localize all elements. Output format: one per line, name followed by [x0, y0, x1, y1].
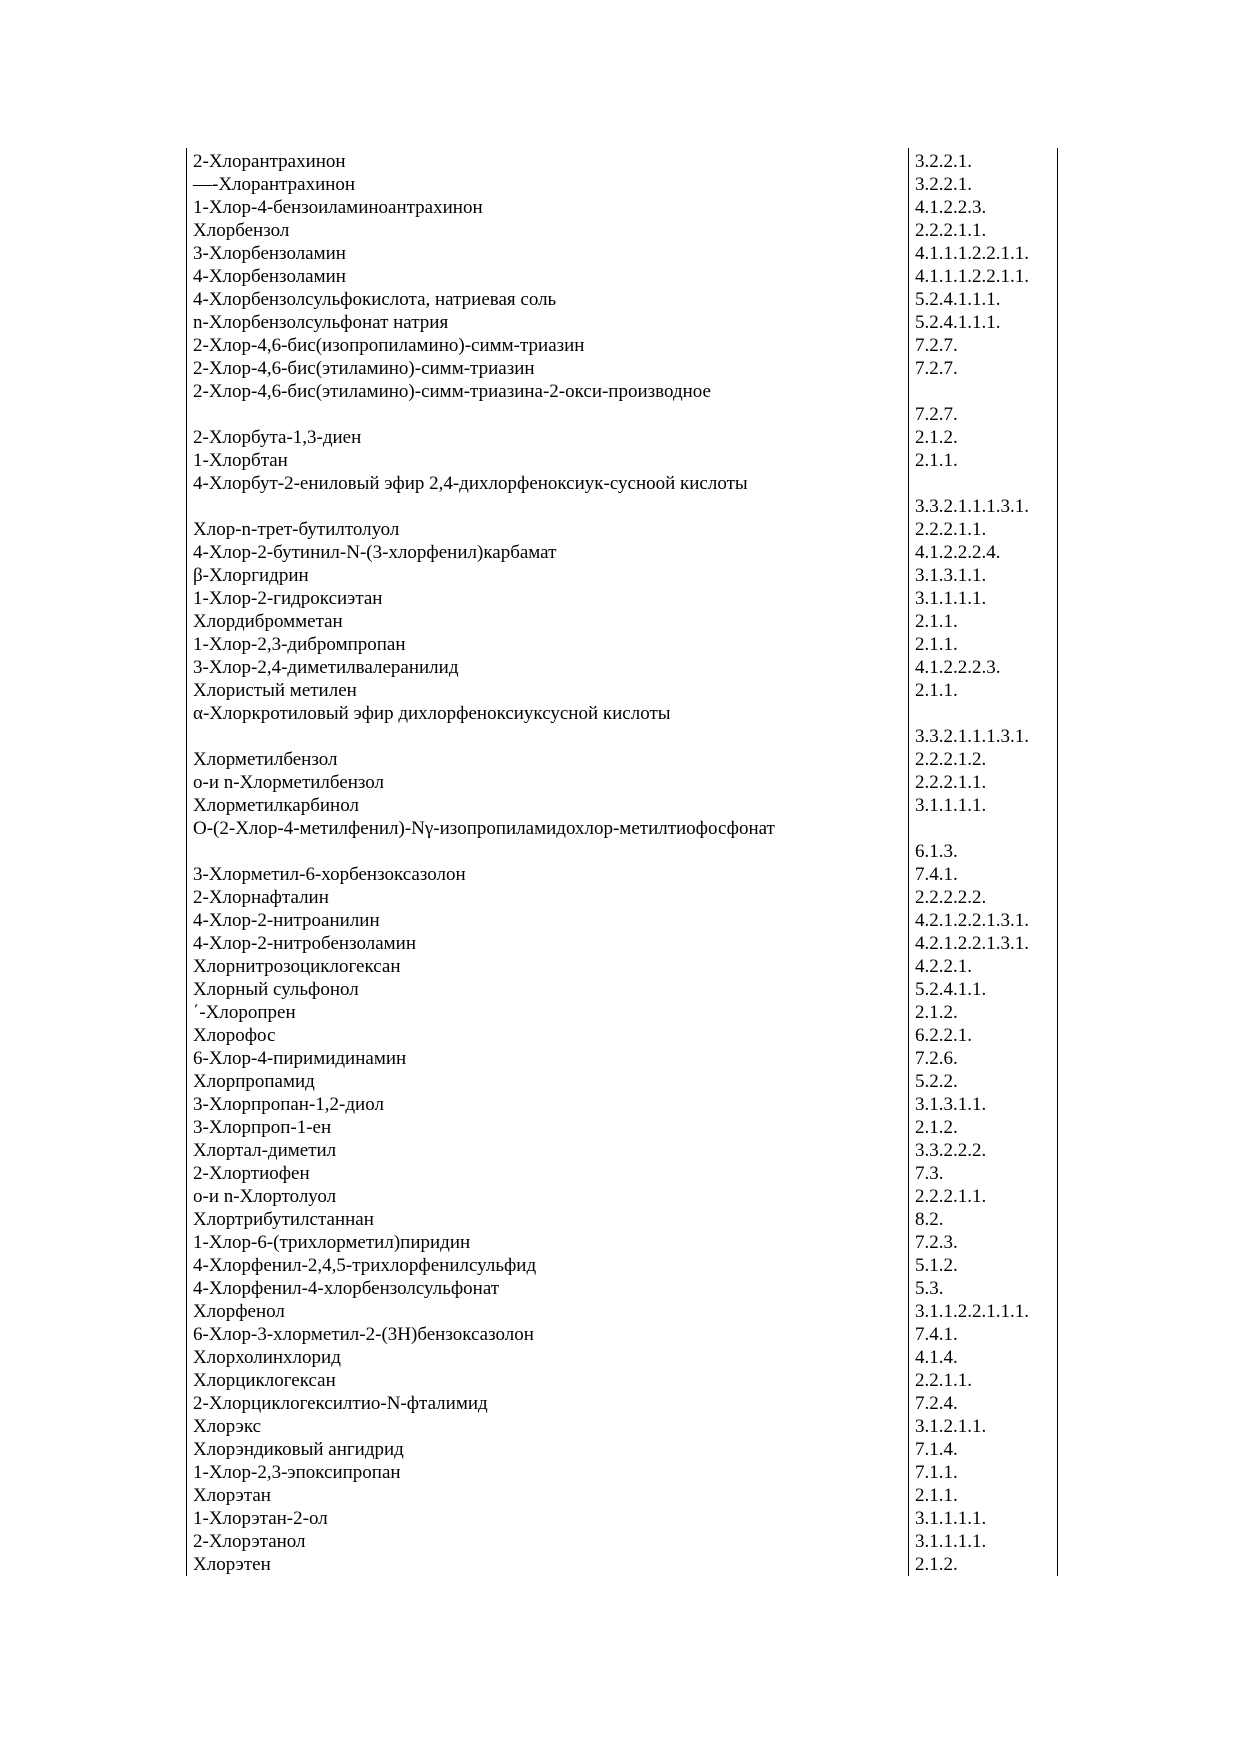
- index-row: [187, 1346, 1058, 1369]
- index-row: [187, 1507, 1058, 1530]
- substance-name: Хлорэкс: [187, 1415, 909, 1438]
- index-row: [187, 1415, 1058, 1438]
- index-row: [187, 1254, 1058, 1277]
- index-row: [187, 748, 1058, 771]
- substance-name: 6-Хлор-4-пиримидинамин: [187, 1047, 909, 1070]
- section-code: 2.1.1.: [909, 633, 1058, 656]
- section-code: 7.4.1.: [909, 1323, 1058, 1346]
- index-row: [187, 1369, 1058, 1392]
- index-body: [187, 148, 1058, 1576]
- substance-name: Хлор-n-трет-бутилтолуол: [187, 518, 909, 541]
- substance-name: Хлорциклогексан: [187, 1369, 909, 1392]
- section-code: 3.2.2.1.: [909, 148, 1058, 173]
- substance-name: 2-Хлорциклогексилтио-N-фталимид: [187, 1392, 909, 1415]
- substance-name: Хлорметилкарбинол: [187, 794, 909, 817]
- section-code: 2.2.2.1.2.: [909, 748, 1058, 771]
- index-row: [187, 426, 1058, 449]
- substance-name: Хлорофос: [187, 1024, 909, 1047]
- section-code: 2.2.2.2.2.: [909, 886, 1058, 909]
- section-code: 2.1.1.: [909, 449, 1058, 472]
- section-code: 4.1.4.: [909, 1346, 1058, 1369]
- section-code: 3.2.2.1.: [909, 173, 1058, 196]
- section-code: 7.2.4.: [909, 1392, 1058, 1415]
- substance-name: 2-Хлорэтанол: [187, 1530, 909, 1553]
- substance-name: о-и n-Хлорметилбензол: [187, 771, 909, 794]
- section-code: 2.1.1.: [909, 610, 1058, 633]
- substance-name: 1-Хлорбтан: [187, 449, 909, 472]
- index-row: [187, 1438, 1058, 1461]
- substance-name: Хлорхолинхлорид: [187, 1346, 909, 1369]
- substance-name: Хлорпропамид: [187, 1070, 909, 1093]
- section-code: 7.1.4.: [909, 1438, 1058, 1461]
- section-code: 7.2.7.: [909, 357, 1058, 380]
- section-code: 4.1.2.2.2.3.: [909, 656, 1058, 679]
- section-code: 4.2.1.2.2.1.3.1.: [909, 909, 1058, 932]
- index-row: [187, 633, 1058, 656]
- section-code: 7.1.1.: [909, 1461, 1058, 1484]
- index-row: [187, 587, 1058, 610]
- section-code: 7.4.1.: [909, 863, 1058, 886]
- section-code: 2.2.2.1.1.: [909, 771, 1058, 794]
- substance-name: Хлорбензол: [187, 219, 909, 242]
- index-row: [187, 1093, 1058, 1116]
- section-code: 5.2.4.1.1.: [909, 978, 1058, 1001]
- section-code: 7.2.7.: [909, 380, 1058, 426]
- index-row: [187, 196, 1058, 219]
- substance-name: 4-Хлорфенил-2,4,5-трихлорфенилсульфид: [187, 1254, 909, 1277]
- substance-name: Хлорфенол: [187, 1300, 909, 1323]
- substance-name: Хлорэтан: [187, 1484, 909, 1507]
- substance-name: Хлорметилбензол: [187, 748, 909, 771]
- index-row: [187, 1116, 1058, 1139]
- substance-name: Хлортал-диметил: [187, 1139, 909, 1162]
- substance-name: 2-Хлорантрахинон: [187, 148, 909, 173]
- substance-name: 2-Хлорбута-1,3-диен: [187, 426, 909, 449]
- index-row: [187, 1047, 1058, 1070]
- section-code: 2.1.2.: [909, 1553, 1058, 1576]
- section-code: 7.2.6.: [909, 1047, 1058, 1070]
- substance-name: 1-Хлорэтан-2-ол: [187, 1507, 909, 1530]
- index-row: [187, 1185, 1058, 1208]
- section-code: 5.1.2.: [909, 1254, 1058, 1277]
- substance-name: 4-Хлорфенил-4-хлорбензолсульфонат: [187, 1277, 909, 1300]
- substance-name: 4-Хлорбут-2-ениловый эфир 2,4-дихлорфеноксиук-сусноой кислоты: [187, 472, 909, 518]
- substance-name: n-Хлорбензолсульфонат натрия: [187, 311, 909, 334]
- section-code: 3.3.2.2.2.: [909, 1139, 1058, 1162]
- section-code: 2.1.2.: [909, 426, 1058, 449]
- index-row: [187, 173, 1058, 196]
- index-row: [187, 219, 1058, 242]
- substance-name: 6-Хлор-3-хлорметил-2-(3Н)бензоксазолон: [187, 1323, 909, 1346]
- substance-name: ΄-Хлоропрен: [187, 1001, 909, 1024]
- section-code: 2.1.2.: [909, 1116, 1058, 1139]
- index-row: [187, 1392, 1058, 1415]
- section-code: 3.1.3.1.1.: [909, 1093, 1058, 1116]
- section-code: 5.2.4.1.1.1.: [909, 311, 1058, 334]
- section-code: 2.1.1.: [909, 1484, 1058, 1507]
- index-row: [187, 311, 1058, 334]
- index-row: [187, 794, 1058, 817]
- substance-name: 1-Хлор-2,3-дибромпропан: [187, 633, 909, 656]
- index-row: [187, 817, 1058, 863]
- section-code: 8.2.: [909, 1208, 1058, 1231]
- index-row: [187, 932, 1058, 955]
- section-code: 2.2.2.1.1.: [909, 518, 1058, 541]
- section-code: 7.2.3.: [909, 1231, 1058, 1254]
- index-row: [187, 1208, 1058, 1231]
- section-code: 3.3.2.1.1.1.3.1.: [909, 702, 1058, 748]
- index-row: [187, 1300, 1058, 1323]
- substance-name: 2-Хлор-4,6-бис(изопропиламино)-симм-триазин: [187, 334, 909, 357]
- section-code: 3.1.2.1.1.: [909, 1415, 1058, 1438]
- index-row: [187, 1553, 1058, 1576]
- index-row: [187, 357, 1058, 380]
- index-row: [187, 1277, 1058, 1300]
- substance-name: Хлорнитрозоциклогексан: [187, 955, 909, 978]
- index-row: [187, 863, 1058, 886]
- index-row: [187, 148, 1058, 173]
- index-row: [187, 472, 1058, 518]
- substance-name: 1-Хлор-2-гидроксиэтан: [187, 587, 909, 610]
- substance-name: 3-Хлорбензоламин: [187, 242, 909, 265]
- substance-name: о-и n-Хлортолуол: [187, 1185, 909, 1208]
- substance-name: 4-Хлор-2-нитроанилин: [187, 909, 909, 932]
- section-code: 4.1.1.1.2.2.1.1.: [909, 265, 1058, 288]
- substance-name: 3-Хлор-2,4-диметилвалеранилид: [187, 656, 909, 679]
- substance-name: 2-Хлор-4,6-бис(этиламино)-симм-триазина-2-окси-производное: [187, 380, 909, 426]
- index-row: [187, 610, 1058, 633]
- section-code: 5.2.4.1.1.1.: [909, 288, 1058, 311]
- index-row: [187, 702, 1058, 748]
- section-code: 3.1.1.1.1.: [909, 794, 1058, 817]
- substance-name: 2-Хлортиофен: [187, 1162, 909, 1185]
- section-code: 3.1.1.2.2.1.1.1.: [909, 1300, 1058, 1323]
- index-row: [187, 564, 1058, 587]
- substance-name: 2-Хлорнафталин: [187, 886, 909, 909]
- index-row: [187, 288, 1058, 311]
- substance-name: 2-Хлор-4,6-бис(этиламино)-симм-триазин: [187, 357, 909, 380]
- substance-name: β-Хлоргидрин: [187, 564, 909, 587]
- substance-name: 1-Хлор-2,3-эпоксипропан: [187, 1461, 909, 1484]
- index-row: [187, 1024, 1058, 1047]
- index-row: [187, 1162, 1058, 1185]
- section-code: 4.2.1.2.2.1.3.1.: [909, 932, 1058, 955]
- index-row: [187, 1139, 1058, 1162]
- section-code: 4.2.2.1.: [909, 955, 1058, 978]
- index-row: [187, 242, 1058, 265]
- section-code: 4.1.1.1.2.2.1.1.: [909, 242, 1058, 265]
- index-row: [187, 449, 1058, 472]
- substance-name: 3-Хлорметил-6-хорбензоксазолон: [187, 863, 909, 886]
- section-code: 2.2.2.1.1.: [909, 1185, 1058, 1208]
- section-code: 3.1.3.1.1.: [909, 564, 1058, 587]
- index-row: [187, 909, 1058, 932]
- substance-name: 3-Хлорпропан-1,2-диол: [187, 1093, 909, 1116]
- index-row: [187, 265, 1058, 288]
- index-row: [187, 955, 1058, 978]
- section-code: 3.3.2.1.1.1.3.1.: [909, 472, 1058, 518]
- index-row: [187, 978, 1058, 1001]
- substance-name: Хлорэндиковый ангидрид: [187, 1438, 909, 1461]
- substance-name: 4-Хлорбензолсульфокислота, натриевая соль: [187, 288, 909, 311]
- substance-name: O-(2-Хлор-4-метилфенил)-Nγ-изопропиламидохлор-метилтиофосфонат: [187, 817, 909, 863]
- substance-name: Хлордибромметан: [187, 610, 909, 633]
- index-row: [187, 380, 1058, 426]
- section-code: 7.3.: [909, 1162, 1058, 1185]
- index-row: [187, 1461, 1058, 1484]
- index-row: [187, 541, 1058, 564]
- substance-name: Хлорный сульфонол: [187, 978, 909, 1001]
- substance-index-table: [186, 148, 1058, 1576]
- section-code: 3.1.1.1.1.: [909, 1530, 1058, 1553]
- index-row: [187, 1070, 1058, 1093]
- section-code: 6.2.2.1.: [909, 1024, 1058, 1047]
- index-row: [187, 334, 1058, 357]
- section-code: 3.1.1.1.1.: [909, 1507, 1058, 1530]
- section-code: 6.1.3.: [909, 817, 1058, 863]
- section-code: 2.2.1.1.: [909, 1369, 1058, 1392]
- index-row: [187, 518, 1058, 541]
- index-row: [187, 1231, 1058, 1254]
- substance-name: 4-Хлор-2-нитробензоламин: [187, 932, 909, 955]
- section-code: 4.1.2.2.2.4.: [909, 541, 1058, 564]
- substance-name: Хлортрибутилстаннан: [187, 1208, 909, 1231]
- index-row: [187, 1484, 1058, 1507]
- substance-name: 1-Хлор-6-(трихлорметил)пиридин: [187, 1231, 909, 1254]
- index-row: [187, 656, 1058, 679]
- index-row: [187, 1530, 1058, 1553]
- substance-name: α-Хлоркротиловый эфир дихлорфеноксиуксусной кислоты: [187, 702, 909, 748]
- index-row: [187, 1001, 1058, 1024]
- substance-name: 3-Хлорпроп-1-ен: [187, 1116, 909, 1139]
- substance-name: Хлорэтен: [187, 1553, 909, 1576]
- section-code: 5.2.2.: [909, 1070, 1058, 1093]
- index-row: [187, 679, 1058, 702]
- section-code: 7.2.7.: [909, 334, 1058, 357]
- section-code: 2.2.2.1.1.: [909, 219, 1058, 242]
- index-row: [187, 771, 1058, 794]
- section-code: 2.1.2.: [909, 1001, 1058, 1024]
- substance-name: 4-Хлорбензоламин: [187, 265, 909, 288]
- section-code: 2.1.1.: [909, 679, 1058, 702]
- section-code: 4.1.2.2.3.: [909, 196, 1058, 219]
- substance-name: 4-Хлор-2-бутинил-N-(3-хлорфенил)карбамат: [187, 541, 909, 564]
- index-row: [187, 1323, 1058, 1346]
- section-code: 3.1.1.1.1.: [909, 587, 1058, 610]
- substance-name: Хлористый метилен: [187, 679, 909, 702]
- substance-name: —-Хлорантрахинон: [187, 173, 909, 196]
- index-row: [187, 886, 1058, 909]
- section-code: 5.3.: [909, 1277, 1058, 1300]
- substance-name: 1-Хлор-4-бензоиламиноантрахинон: [187, 196, 909, 219]
